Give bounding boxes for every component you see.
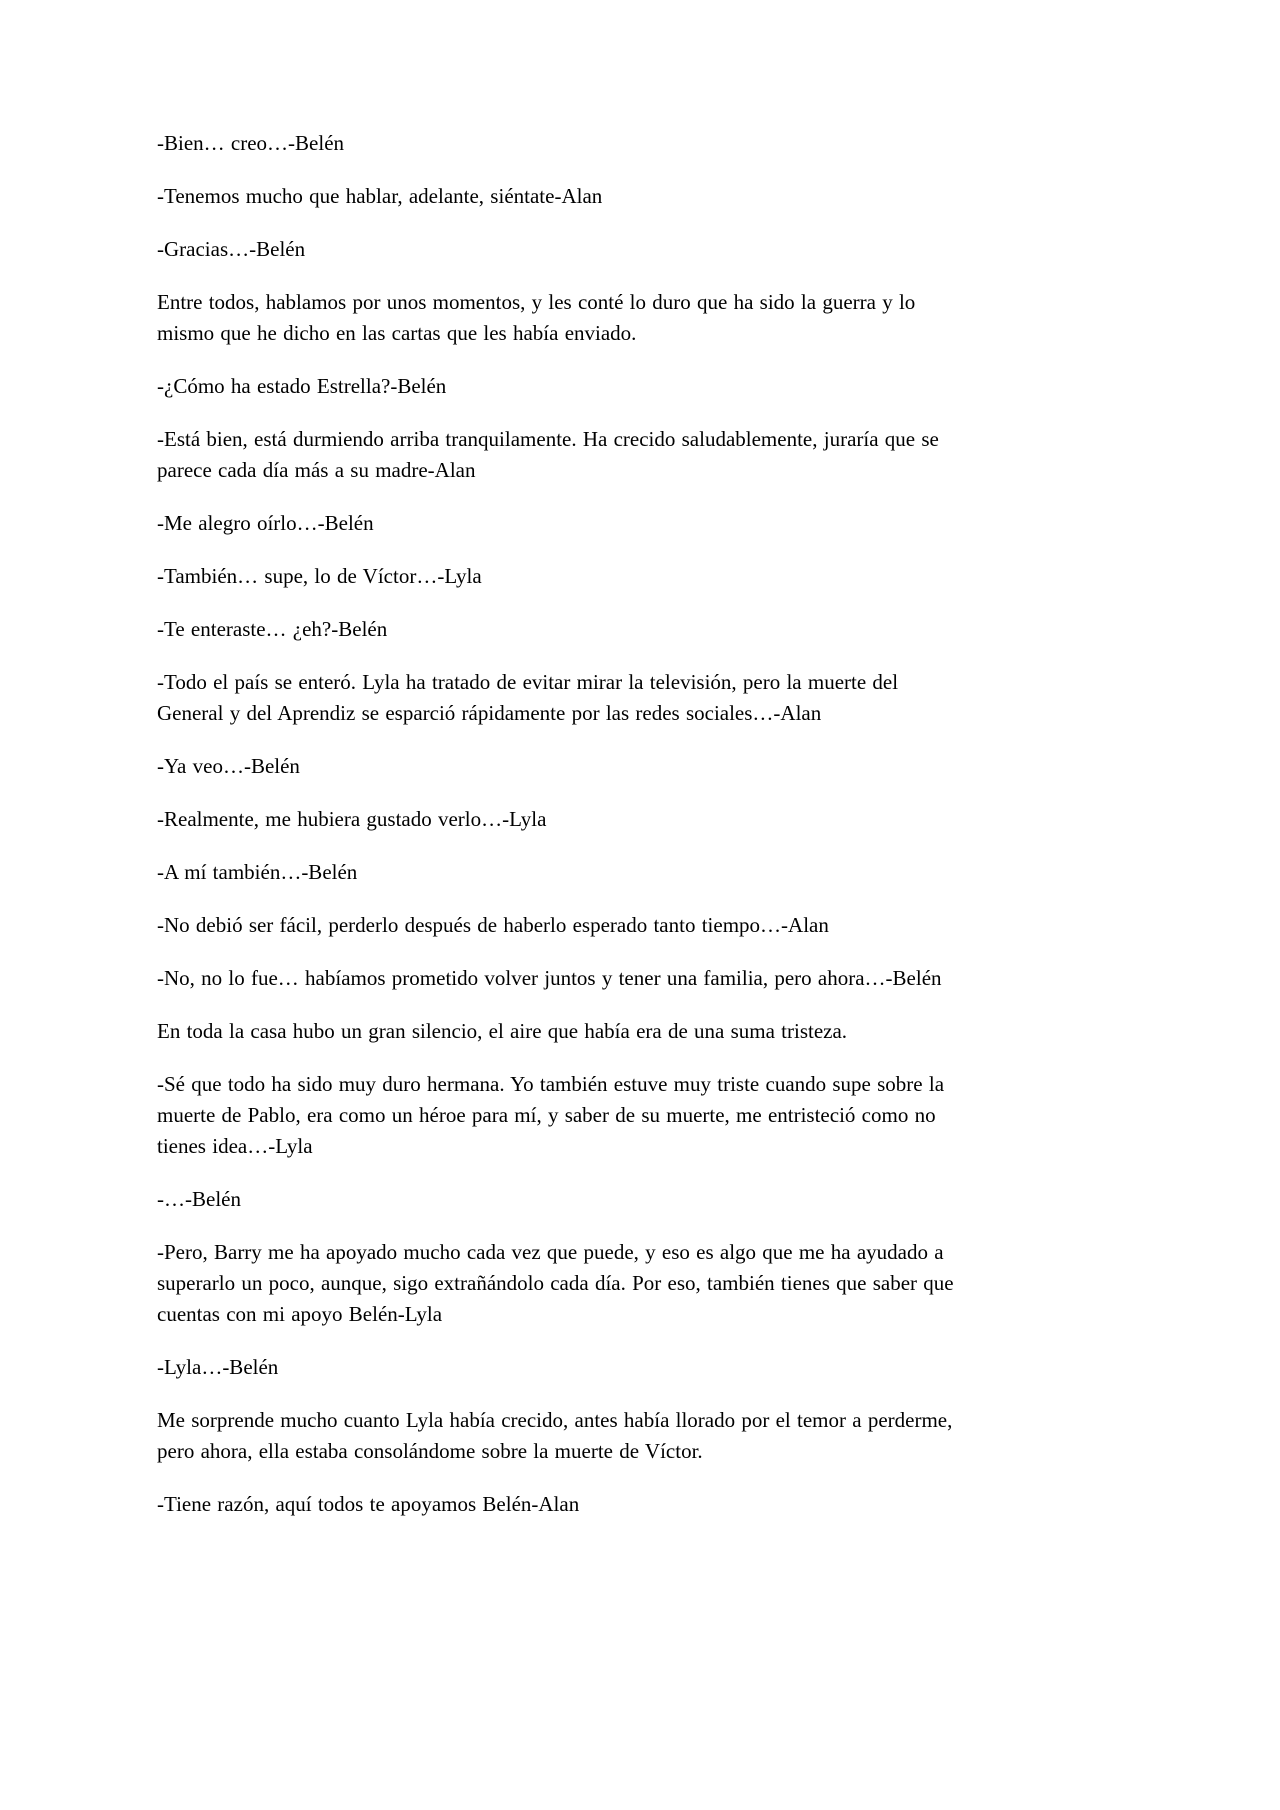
paragraph: -También… supe, lo de Víctor…-Lyla	[157, 564, 482, 588]
paragraph: -A mí también…-Belén	[157, 860, 358, 884]
paragraph: -…-Belén	[157, 1187, 241, 1211]
paragraph: -Ya veo…-Belén	[157, 754, 300, 778]
paragraph: -Sé que todo ha sido muy duro hermana. Yo también estuve muy triste cuando supe sobre la muerte de Pablo, era como un héroe para mí, y saber de su muerte, me entristeció como no tienes idea…-Lyla	[157, 1072, 945, 1158]
paragraph: -Pero, Barry me ha apoyado mucho cada vez que puede, y eso es algo que me ha ayudado a superarlo un poco, aunque, sigo extrañándolo cada día. Por eso, también tienes que saber que cuentas con mi apoyo Belén-Lyla	[157, 1240, 954, 1326]
paragraph: -Todo el país se enteró. Lyla ha tratado de evitar mirar la televisión, pero la muerte del General y del Aprendiz se esparció rápidamente por las redes sociales…-Alan	[157, 670, 899, 725]
paragraph: -No debió ser fácil, perderlo después de haberlo esperado tanto tiempo…-Alan	[157, 913, 829, 937]
document-text-block	[157, 128, 969, 1542]
paragraph: -Realmente, me hubiera gustado verlo…-Lyla	[157, 807, 547, 831]
paragraph: -Gracias…-Belén	[157, 237, 306, 261]
paragraph: -Tenemos mucho que hablar, adelante, siéntate-Alan	[157, 184, 603, 208]
paragraph: Me sorprende mucho cuanto Lyla había crecido, antes había llorado por el temor a perderme, pero ahora, ella estaba consolándome sobre la muerte de Víctor.	[157, 1408, 953, 1463]
paragraph: En toda la casa hubo un gran silencio, el aire que había era de una suma tristeza.	[157, 1019, 848, 1043]
paragraph: -Lyla…-Belén	[157, 1355, 279, 1379]
paragraph: -Te enteraste… ¿eh?-Belén	[157, 617, 388, 641]
paragraph: -No, no lo fue… habíamos prometido volver juntos y tener una familia, pero ahora…-Belén	[157, 966, 942, 990]
paragraph: -¿Cómo ha estado Estrella?-Belén	[157, 374, 447, 398]
paragraph: -Tiene razón, aquí todos te apoyamos Belén-Alan	[157, 1492, 580, 1516]
paragraph: -Bien… creo…-Belén	[157, 131, 345, 155]
paragraph: -Me alegro oírlo…-Belén	[157, 511, 374, 535]
paragraph: -Está bien, está durmiendo arriba tranquilamente. Ha crecido saludablemente, juraría que se parece cada día más a su madre-Alan	[157, 427, 939, 482]
paragraph: Entre todos, hablamos por unos momentos, y les conté lo duro que ha sido la guerra y lo mismo que he dicho en las cartas que les había enviado.	[157, 290, 916, 345]
